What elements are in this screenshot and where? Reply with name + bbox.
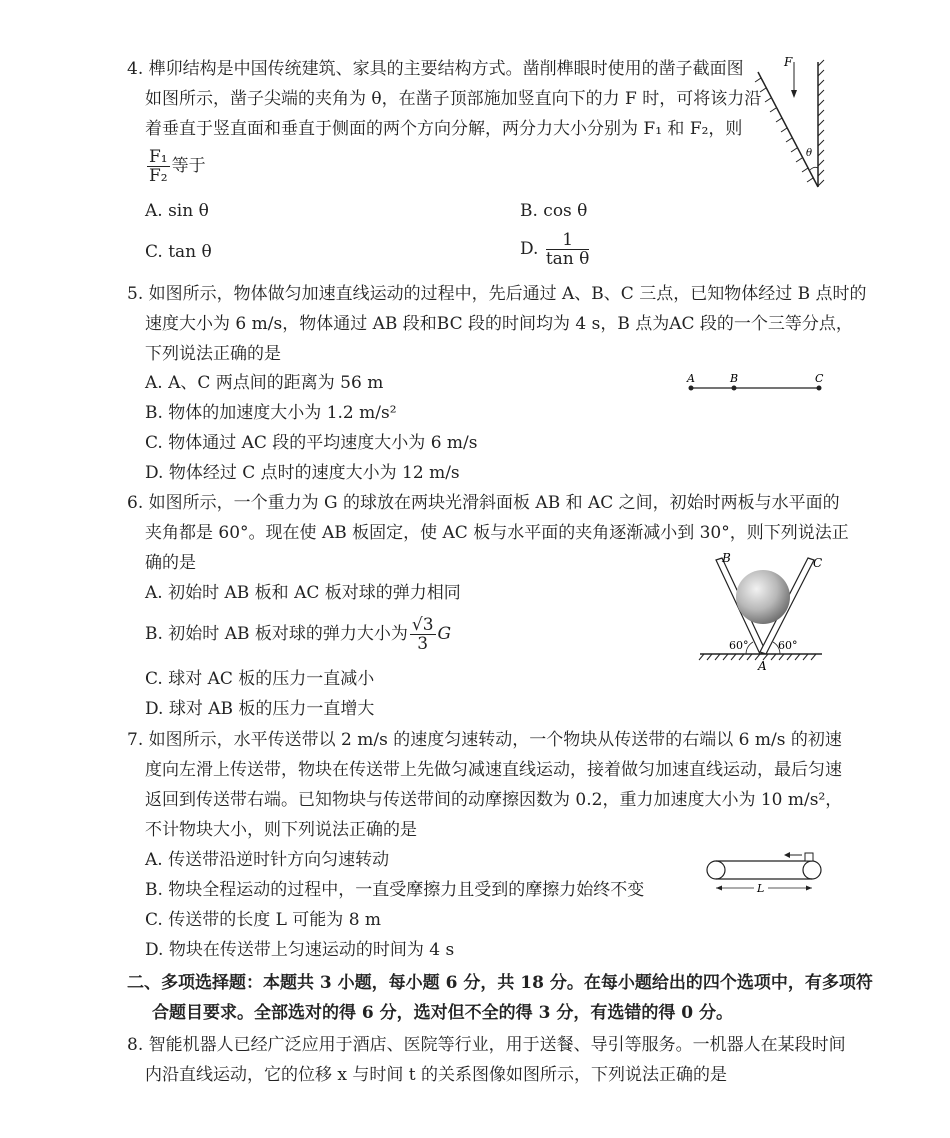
q7-option-c: C. 传送带的长度 L 可能为 8 m xyxy=(145,910,382,930)
q6-line-3: 确的是 xyxy=(145,553,196,573)
q6-line-1: 6. 如图所示，一个重力为 G 的球放在两块光滑斜面板 AB 和 AC 之间，初始时两板与水平面的 xyxy=(127,493,840,513)
q7-line-2: 度向左滑上传送带，物块在传送带上先做匀减速直线运动，接着做匀加速直线运动，最后匀速 xyxy=(145,760,842,780)
q4-line-4 xyxy=(145,148,206,185)
q6-option-b-prefix: B. 初始时 AB 板对球的弹力大小为 xyxy=(145,624,408,644)
q6-option-b-den: 3 xyxy=(417,634,429,654)
q4-angle-label: θ xyxy=(806,148,813,159)
q5-line-1: 5. 如图所示，物体做匀加速直线运动的过程中，先后通过 A、B、C 三点，已知物体经过 B 点时的 xyxy=(127,284,867,304)
q7-line-3: 返回到传送带右端。已知物块与传送带间的动摩擦因数为 0.2，重力加速度大小为 10 m/s²， xyxy=(145,790,843,810)
q5-point-b xyxy=(732,386,737,391)
q6-ball xyxy=(736,570,790,624)
q6-label-a: A xyxy=(758,659,767,673)
q4-line-1: 4. 榫卯结构是中国传统建筑、家具的主要结构方式。凿削榫眼时使用的凿子截面图 xyxy=(127,59,744,79)
q4-frac-den: F₂ xyxy=(149,166,168,186)
q4-option-c: C. tan θ xyxy=(145,242,212,262)
q7-option-b: B. 物块全程运动的过程中，一直受摩擦力且受到的摩擦力始终不变 xyxy=(145,880,645,900)
q4-line-3: 着垂直于竖直面和垂直于侧面的两个方向分解，两分力大小分别为 F₁ 和 F₂，则 xyxy=(145,119,743,139)
q5-option-c: C. 物体通过 AC 段的平均速度大小为 6 m/s xyxy=(145,433,478,453)
q7-length-label: L xyxy=(757,882,765,895)
q6-angle-right: 60° xyxy=(778,639,798,652)
q7-block xyxy=(805,853,813,861)
q6-line-2: 夹角都是 60°。现在使 AB 板固定，使 AC 板与水平面的夹角逐渐减小到 30°，则下列说法正 xyxy=(145,523,849,543)
q5-label-b: B xyxy=(730,372,739,385)
q6-option-b-suffix: G xyxy=(437,624,452,644)
q4-option-b: B. cos θ xyxy=(520,201,588,221)
q6-ball-figure xyxy=(696,550,828,676)
q8-line-2: 内沿直线运动，它的位移 x 与时间 t 的关系图像如图所示，下列说法正确的是 xyxy=(145,1065,728,1085)
q6-option-b xyxy=(145,616,451,653)
q5-label-c: C xyxy=(815,372,824,385)
q5-option-b: B. 物体的加速度大小为 1.2 m/s² xyxy=(145,403,397,423)
q4-tail: 等于 xyxy=(171,156,206,176)
q4-option-d-num: 1 xyxy=(546,231,590,250)
q4-frac-num: F₁ xyxy=(149,147,168,167)
q6-option-b-num: √3 xyxy=(411,615,434,635)
q7-option-a: A. 传送带沿逆时针方向匀速转动 xyxy=(145,850,390,870)
q4-chisel-figure xyxy=(752,52,832,192)
q7-line-4: 不计物块大小，则下列说法正确的是 xyxy=(145,820,417,840)
q5-line-figure xyxy=(682,370,827,400)
q5-line-3: 下列说法正确的是 xyxy=(145,344,281,364)
q5-option-d: D. 物体经过 C 点时的速度大小为 12 m/s xyxy=(145,463,460,483)
q4-option-d xyxy=(520,231,591,268)
q7-option-d: D. 物块在传送带上匀速运动的时间为 4 s xyxy=(145,940,455,960)
q5-label-a: A xyxy=(687,372,695,385)
q5-point-a xyxy=(689,386,694,391)
q5-option-a: A. A、C 两点间的距离为 56 m xyxy=(145,373,384,393)
q4-line-2: 如图所示，凿子尖端的夹角为 θ，在凿子顶部施加竖直向下的力 F 时，可将该力沿 xyxy=(145,89,762,109)
q4-option-d-den: tan θ xyxy=(545,249,590,269)
q4-option-d-fraction xyxy=(546,231,590,268)
q4-fraction xyxy=(147,148,170,185)
q6-option-a: A. 初始时 AB 板和 AC 板对球的弹力相同 xyxy=(145,583,461,603)
q5-line-2: 速度大小为 6 m/s，物体通过 AB 段和BC 段的时间均为 4 s，B 点为AC 段的一个三等分点， xyxy=(145,314,853,334)
q7-line-1: 7. 如图所示，水平传送带以 2 m/s 的速度匀速转动，一个物块从传送带的右端以 6 m/s 的初速 xyxy=(127,730,842,750)
section2-line-2: 合题目要求。全部选对的得 6 分，选对但不全的得 3 分，有选错的得 0 分。 xyxy=(152,1003,733,1023)
q4-option-d-prefix: D. xyxy=(520,239,539,259)
q6-option-d: D. 球对 AB 板的压力一直增大 xyxy=(145,699,375,719)
q7-conveyor-figure xyxy=(702,846,828,896)
q6-angle-left: 60° xyxy=(729,639,749,652)
q8-line-1: 8. 智能机器人已经广泛应用于酒店、医院等行业，用于送餐、导引等服务。一机器人在某段时间 xyxy=(127,1035,846,1055)
q6-option-b-fraction xyxy=(410,616,436,653)
q4-force-label: F xyxy=(784,55,793,69)
q5-point-c xyxy=(817,386,822,391)
q4-option-a: A. sin θ xyxy=(145,201,209,221)
section2-line-1: 二、多项选择题：本题共 3 小题，每小题 6 分，共 18 分。在每小题给出的四个选项中，有多项符 xyxy=(127,973,873,993)
q6-option-c: C. 球对 AC 板的压力一直减小 xyxy=(145,669,375,689)
q6-label-c: C xyxy=(813,556,823,570)
q6-label-b: B xyxy=(722,551,731,565)
